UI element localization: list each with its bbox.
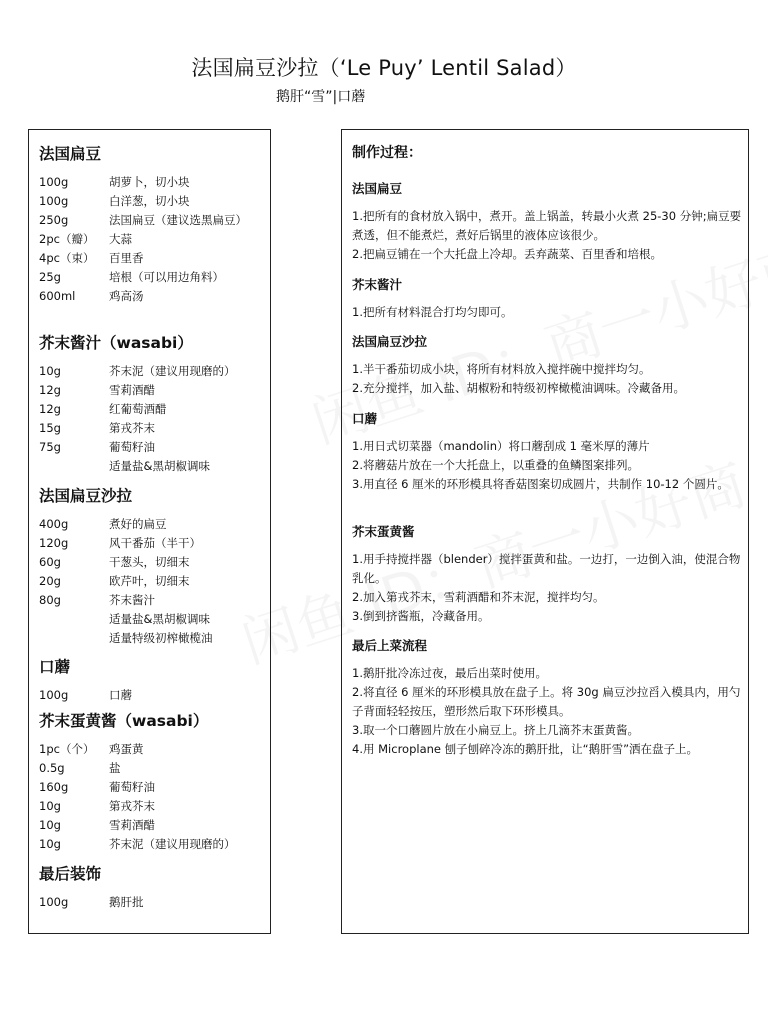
ingredient-row: [39, 553, 213, 572]
method-step: 1.把所有的食材放入锅中，煮开。盖上锅盖，转最小火煮 25-30 分钟;扁豆要煮透，但不能煮烂，煮好后锅里的液体应该很少。: [352, 209, 742, 242]
ingredient-amount: 10g: [39, 364, 61, 378]
ingredient-name: 口蘑: [109, 688, 132, 702]
method-final-plating: [352, 637, 742, 759]
ingredient-row: [39, 835, 236, 854]
ingredient-name: 法国扁豆（建议选黑扁豆）: [109, 213, 247, 227]
ingredient-amount: 10g: [39, 799, 61, 813]
ingredient-row: [39, 438, 236, 457]
ingredient-amount: 120g: [39, 536, 69, 550]
ingredients-garnish: [39, 863, 144, 912]
ingredient-amount: [39, 629, 109, 648]
method-step: 3.取一个口蘑圆片放在小扁豆上。挤上几滴芥末蛋黄酱。: [352, 723, 639, 737]
method-section-heading: 最后上菜流程: [352, 638, 428, 653]
method-section-heading: 芥末酱汁: [352, 277, 403, 292]
ingredient-row: [39, 629, 213, 648]
ingredient-name: 雪莉酒醋: [109, 818, 155, 832]
ingredient-row: [39, 816, 236, 835]
ingredient-name: 培根（可以用边角料）: [109, 270, 224, 284]
ingredient-amount: 4pc（束）: [39, 251, 95, 265]
ingredient-amount: 10g: [39, 837, 61, 851]
ingredient-name: 胡萝卜，切小块: [109, 175, 190, 189]
section-heading-wasabi-dressing: 芥末酱汁（wasabi）: [39, 334, 193, 352]
ingredient-name: 第戎芥末: [109, 799, 155, 813]
ingredient-name: 葡萄籽油: [109, 780, 155, 794]
ingredient-name: 欧芹叶，切细末: [109, 574, 190, 588]
method-step: 2.加入第戎芥末，雪莉酒醋和芥末泥，搅拌均匀。: [352, 590, 605, 604]
method-step: 1.用日式切菜器（mandolin）将口蘑刮成 1 毫米厚的薄片: [352, 439, 650, 453]
ingredient-amount: 100g: [39, 175, 69, 189]
recipe-subtitle: 鹅肝“雪”|口蘑: [276, 89, 366, 105]
method-step: 2.将直径 6 厘米的环形模具放在盘子上。将 30g 扁豆沙拉舀入模具内，用勺子背面轻轻按压，塑形然后取下环形模具。: [352, 685, 741, 718]
ingredient-amount: 12g: [39, 402, 61, 416]
ingredient-amount: 2pc（瓣）: [39, 232, 95, 246]
method-step: 3.用直径 6 厘米的环形模具将香菇图案切成圆片，共制作 10-12 个圆片。: [352, 477, 729, 491]
ingredient-name: 葡萄籽油: [109, 440, 155, 454]
method-lentil-salad: [352, 333, 742, 398]
ingredient-name: 第戎芥末: [109, 421, 155, 435]
ingredient-row: [39, 381, 236, 400]
ingredient-name: 盐: [109, 761, 121, 775]
ingredient-name: 适量盐&黑胡椒调味: [109, 612, 210, 626]
ingredient-name: 芥末泥（建议用现磨的）: [109, 837, 236, 851]
method-step: 2.充分搅拌，加入盐、胡椒粉和特级初榨橄榄油调味。冷藏备用。: [352, 381, 685, 395]
ingredient-row: [39, 572, 213, 591]
ingredient-amount: 400g: [39, 517, 69, 531]
method-section-heading: 口蘑: [352, 411, 378, 426]
section-heading-wasabi-yolk: 芥末蛋黄酱（wasabi）: [39, 712, 209, 730]
ingredient-name: 鸡蛋黄: [109, 742, 144, 756]
ingredient-name: 鹅肝批: [109, 895, 144, 909]
ingredient-amount: 100g: [39, 895, 69, 909]
ingredient-amount: 15g: [39, 421, 61, 435]
ingredient-name: 芥末泥（建议用现磨的）: [109, 364, 236, 378]
ingredient-row: [39, 362, 236, 381]
method-step: 1.鹅肝批冷冻过夜，最后出菜时使用。: [352, 666, 547, 680]
ingredient-row: [39, 740, 236, 759]
ingredient-row: [39, 249, 247, 268]
ingredient-row: [39, 192, 247, 211]
method-title: 制作过程：: [352, 145, 422, 161]
method-wasabi-yolk: [352, 523, 742, 626]
method-section-heading: 法国扁豆: [352, 181, 403, 196]
ingredients-lentil-salad: [39, 485, 213, 648]
ingredient-amount: 20g: [39, 574, 61, 588]
ingredients-wasabi-yolk: [39, 710, 236, 854]
method-step: 1.半干番茄切成小块，将所有材料放入搅拌碗中搅拌均匀。: [352, 362, 651, 376]
ingredient-row: [39, 287, 247, 306]
ingredient-row: [39, 686, 132, 705]
ingredient-name: 鸡高汤: [109, 289, 144, 303]
ingredient-row: [39, 797, 236, 816]
ingredient-amount: [39, 457, 109, 476]
ingredients-panel: [28, 129, 271, 934]
section-heading-mushroom: 口蘑: [39, 658, 71, 676]
method-step: 1.把所有材料混合打均匀即可。: [352, 305, 513, 319]
ingredient-name: 雪莉酒醋: [109, 383, 155, 397]
ingredient-amount: 100g: [39, 688, 69, 702]
ingredient-amount: 10g: [39, 818, 61, 832]
method-step: 4.用 Microplane 刨子刨碎冷冻的鹅肝批，让“鹅肝雪”洒在盘子上。: [352, 742, 699, 756]
ingredient-row: [39, 211, 247, 230]
section-heading-lentils: 法国扁豆: [39, 145, 102, 163]
recipe-title: 法国扁豆沙拉（‘Le Puy’ Lentil Salad）: [191, 56, 577, 80]
method-step: 2.把扁豆铺在一个大托盘上冷却。丢弃蔬菜、百里香和培根。: [352, 247, 662, 261]
ingredient-name: 煮好的扁豆: [109, 517, 167, 531]
ingredient-amount: 80g: [39, 593, 61, 607]
ingredient-amount: 250g: [39, 213, 69, 227]
ingredients-lentils: [39, 143, 247, 306]
method-wasabi-dressing: [352, 276, 742, 322]
ingredient-row: [39, 268, 247, 287]
ingredient-amount: 25g: [39, 270, 61, 284]
ingredient-row: [39, 759, 236, 778]
ingredient-name: 芥末酱汁: [109, 593, 155, 607]
ingredient-name: 适量盐&黑胡椒调味: [109, 459, 210, 473]
ingredient-row: [39, 173, 247, 192]
ingredient-amount: 160g: [39, 780, 69, 794]
ingredient-amount: 600ml: [39, 289, 76, 303]
ingredient-row: [39, 534, 213, 553]
ingredient-row: [39, 400, 236, 419]
ingredient-name: 干葱头，切细末: [109, 555, 190, 569]
method-mushroom: [352, 410, 742, 494]
ingredient-row: [39, 610, 213, 629]
ingredient-row: [39, 778, 236, 797]
ingredient-amount: [39, 610, 109, 629]
method-step: 3.倒到挤酱瓶，冷藏备用。: [352, 609, 490, 623]
method-section-heading: 芥末蛋黄酱: [352, 524, 415, 539]
ingredient-row: [39, 893, 144, 912]
method-lentils: [352, 180, 742, 264]
ingredient-row: [39, 230, 247, 249]
method-step: 2.将蘑菇片放在一个大托盘上，以重叠的鱼鳞图案排列。: [352, 458, 639, 472]
ingredient-name: 风干番茄（半干）: [109, 536, 201, 550]
ingredient-amount: 100g: [39, 194, 69, 208]
ingredient-row: [39, 457, 236, 476]
ingredient-amount: 0.5g: [39, 761, 65, 775]
ingredients-wasabi-dressing: [39, 332, 236, 476]
ingredient-name: 红葡萄酒醋: [109, 402, 167, 416]
ingredient-amount: 12g: [39, 383, 61, 397]
ingredient-name: 适量特级初榨橄榄油: [109, 631, 213, 645]
ingredient-name: 百里香: [109, 251, 144, 265]
ingredient-name: 大蒜: [109, 232, 132, 246]
section-heading-garnish: 最后装饰: [39, 865, 102, 883]
method-step: 1.用手持搅拌器（blender）搅拌蛋黄和盐。一边打，一边倒入油，使混合物乳化。: [352, 552, 741, 585]
ingredient-amount: 1pc（个）: [39, 742, 95, 756]
ingredients-mushroom: [39, 656, 132, 705]
ingredient-name: 白洋葱，切小块: [109, 194, 190, 208]
ingredient-amount: 60g: [39, 555, 61, 569]
method-section-heading: 法国扁豆沙拉: [352, 334, 428, 349]
ingredient-row: [39, 515, 213, 534]
ingredient-row: [39, 591, 213, 610]
section-heading-lentil-salad: 法国扁豆沙拉: [39, 487, 133, 505]
ingredient-amount: 75g: [39, 440, 61, 454]
method-panel: [341, 129, 749, 934]
ingredient-row: [39, 419, 236, 438]
